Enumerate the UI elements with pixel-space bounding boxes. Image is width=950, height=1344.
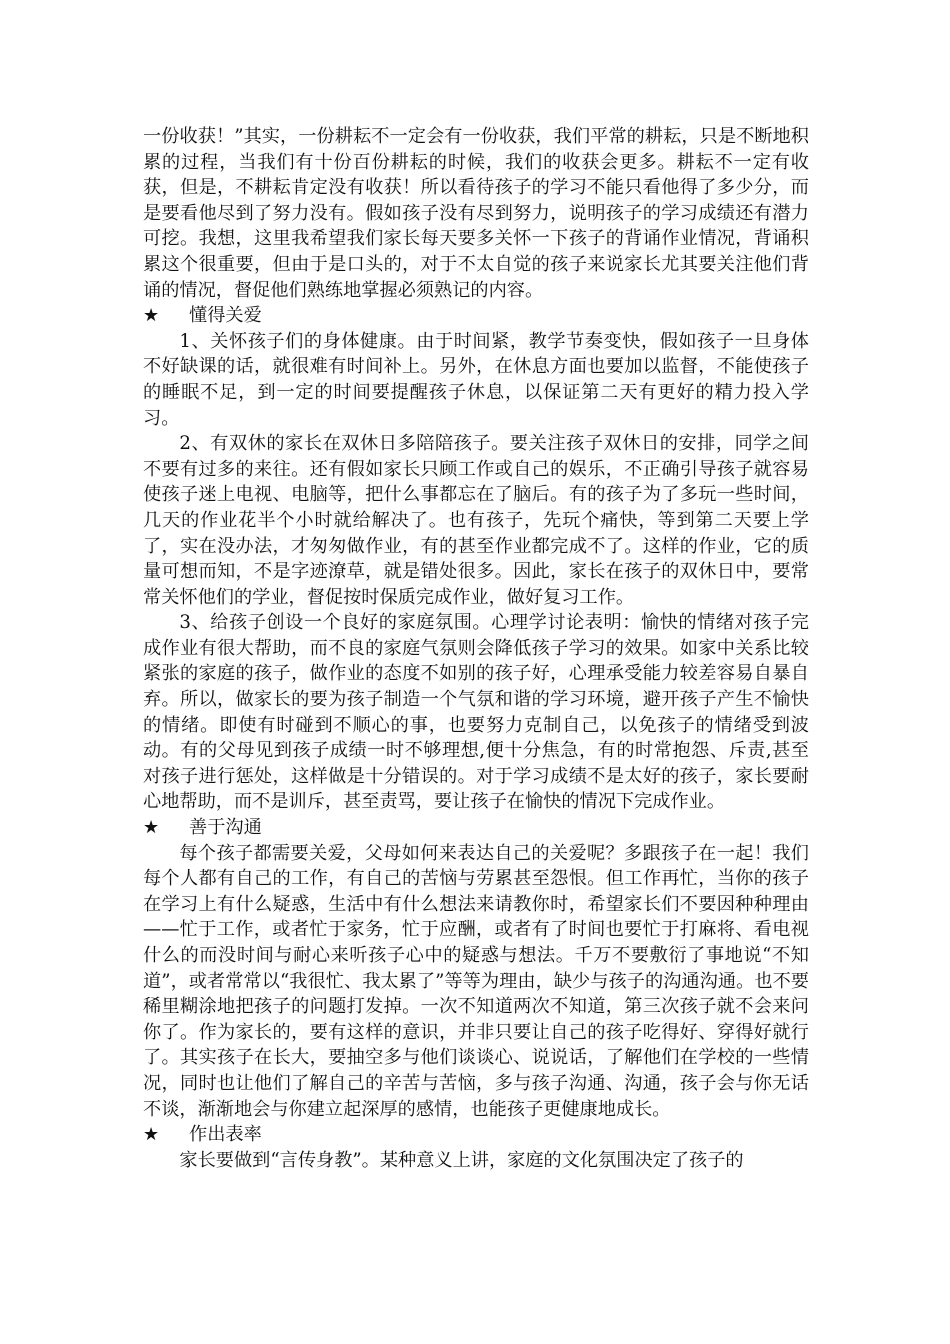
paragraph-care-1: 1、关怀孩子们的身体健康。由于时间紧，教学节奏变快，假如孩子一旦身体不好缺课的话，就很难有时间补上。另外，在休息方面也要加以监督，不能使孩子的睡眠不足，到一定的时间要提醒孩子休息，以保证第二天有更好的精力投入学习。	[143, 330, 809, 429]
star-icon: ★	[143, 1124, 160, 1146]
paragraph-example: 家长要做到“言传身教”。某种意义上讲，家庭的文化氛围决定了孩子的	[179, 1149, 744, 1171]
section-heading-example-label: 作出表率	[189, 1124, 262, 1146]
section-heading-example	[143, 1122, 809, 1148]
document-body	[143, 124, 809, 1173]
paragraph-care-2: 2、有双休的家长在双休日多陪陪孩子。要关注孩子双休日的安排，同学之间不要有过多的来往。还有假如家长只顾工作或自己的娱乐，不正确引导孩子就容易使孩子迷上电视、电脑等，把什么事都忘在了脑后。有的孩子为了多玩一些时间，几天的作业花半个小时就给解决了。也有孩子，先玩个痛快，等到第二天要上学了，实在没办法，才匆匆做作业，有的甚至作业都完成不了。这样的作业，它的质量可想而知，不是字迹潦草，就是错处很多。因此，家长在孩子的双休日中，要常常关怀他们的学业，督促按时保质完成作业，做好复习工作。	[143, 433, 809, 608]
section-heading-care-label: 懂得关爱	[189, 305, 262, 327]
section-heading-communicate	[143, 815, 809, 841]
star-icon: ★	[143, 305, 160, 327]
paragraph-care-3: 3、给孩子创设一个良好的家庭氛围。心理学讨论表明：愉快的情绪对孩子完成作业有很大帮助，而不良的家庭气氛则会降低孩子学习的效果。如家中关系比较紧张的家庭的孩子，做作业的态度不如别的孩子好，心理承受能力较差容易自暴自弃。所以，做家长的要为孩子制造一个气氛和谐的学习环境，避开孩子产生不愉快的情绪。即使有时碰到不顺心的事，也要努力克制自己，以免孩子的情绪受到波动。有的父母见到孩子成绩一时不够理想,便十分焦急，有的时常抱怨、斥责,甚至对孩子进行惩处，这样做是十分错误的。对于学习成绩不是太好的孩子，家长要耐心地帮助，而不是训斥，甚至责骂，要让孩子在愉快的情况下完成作业。	[143, 612, 809, 813]
star-icon: ★	[143, 817, 160, 839]
paragraph-communicate: 每个孩子都需要关爱，父母如何来表达自己的关爱呢？多跟孩子在一起！我们每个人都有自己的工作，有自己的苦恼与劳累甚至怨恨。但工作再忙，当你的孩子在学习上有什么疑惑，生活中有什么想法来请教你时，希望家长们不要因种种理由——忙于工作，或者忙于家务，忙于应酬，或者有了时间也要忙于打麻将、看电视什么的而没时间与耐心来听孩子心中的疑惑与想法。千万不要敷衍了事地说“不知道”，或者常常以“我很忙、我太累了”等等为理由，缺少与孩子的沟通沟通。也不要稀里糊涂地把孩子的问题打发掉。一次不知道两次不知道，第三次孩子就不会来问你了。作为家长的，要有这样的意识，并非只要让自己的孩子吃得好、穿得好就行了。其实孩子在长大，要抽空多与他们谈谈心、说说话，了解他们在学校的一些情况，同时也让他们了解自己的辛苦与苦恼，多与孩子沟通、沟通，孩子会与你无话不谈，渐渐地会与你建立起深厚的感情，也能孩子更健康地成长。	[143, 842, 809, 1120]
section-heading-communicate-label: 善于沟通	[189, 817, 262, 839]
section-heading-care	[143, 303, 809, 329]
paragraph-intro: 一份收获！”其实，一份耕耘不一定会有一份收获，我们平常的耕耘，只是不断地积累的过程，当我们有十份百份耕耘的时候，我们的收获会更多。耕耘不一定有收获，但是，不耕耘肯定没有收获！所以看待孩子的学习不能只看他得了多少分，而是要看他尽到了努力没有。假如孩子没有尽到努力，说明孩子的学习成绩还有潜力可挖。我想，这里我希望我们家长每天要多关怀一下孩子的背诵作业情况，背诵积累这个很重要，但由于是口头的，对于不太自觉的孩子来说家长尤其要关注他们背诵的情况，督促他们熟练地掌握必须熟记的内容。	[143, 126, 809, 301]
